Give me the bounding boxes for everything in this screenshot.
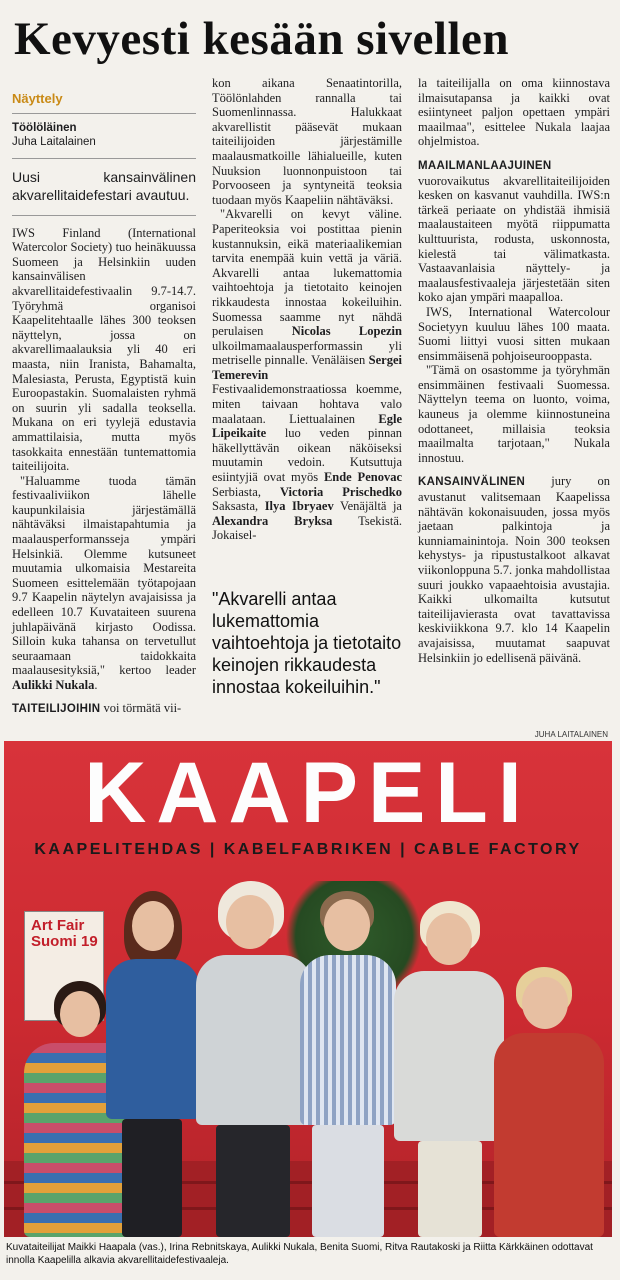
body-paragraph: TAITEILIJOIHIN voi törmätä vii- — [12, 700, 182, 715]
photo-credit: JUHA LAITALAINEN — [534, 730, 608, 739]
body-paragraph: MAAILMANLAAJUINEN vuorovaikutus akvarellitaiteilijoiden kesken on kasvanut vauhdilla. IWS:n tärkeä periaate on yhdistää ihmisiä maalaustaiteen myötä riippumatta kulttuurista, rodusta, uskonnosta, kielestä tai välimatkasta. Vastaavanlaisia näyttely- ja maalausfestivaaleja järjestetään siten koko ajan ympäri maapalloa. — [418, 159, 610, 305]
person-2 — [102, 891, 202, 1237]
column-2 — [212, 76, 402, 543]
byline-publication: Töölöläinen — [12, 121, 77, 134]
person-name: Aulikki Nukala — [12, 678, 95, 692]
person-6 — [488, 967, 608, 1237]
kaapeli-sign: KAAPELI — [84, 745, 532, 841]
person-4 — [298, 891, 398, 1237]
paragraph-lead: TAITEILIJOIHIN — [12, 702, 101, 715]
body-paragraph: kon aikana Senaatintorilla, Töölönlahden rannalla tai Suomenlinnassa. Halukkaat akvarellistit pääsevät mukaan taiteilijoiden järjestämille maalausmatkoille lähialueille, kuten Nuuksion luonnonpuistoon tai Porvooseen ja syntyneitä teoksia tuodaan myös Kaapeliin nähtäväksi. — [212, 76, 402, 207]
person-name: Ende Penovac — [323, 470, 402, 485]
body-paragraph: "Haluamme tuoda tämän festivaaliviikon lähelle kaupunkilaisia järjestämällä nähtäväksi ilmaistapahtumia ja maalausperformansseja ympäri Helsinkiä. Olemme kutsuneet muutamia ulkomaisia Mestareita Suomeen esittelemään työtapojaan 9.7 Kaapelin näytelyn avajaisissa ja edelleen 10.7 Kuvataiteen suurena juhlapäivänä kirjasto Oodissa. Silloin kuka tahansa on tervetullut seuraamaan taidokkaita maalausesityksiä," kertoo leader Aulikki Nukala. — [12, 473, 196, 692]
photo-caption: Kuvataiteilijat Maikki Haapala (vas.), Irina Rebnitskaya, Aulikki Nukala, Benita Suomi, Ritva Rautakoski ja Riitta Kärkkäinen odottavat innolla Kaapelilla alkavia akvarellitaidefestivaaleja. — [6, 1242, 593, 1266]
byline — [12, 114, 196, 159]
person-3 — [194, 881, 314, 1237]
section-tag: Näyttely — [12, 86, 196, 114]
person-name: Egle Lipeikaite — [212, 411, 402, 441]
body-paragraph: KANSAINVÄLINEN jury on avustanut valitsemaan Kaapelissa nähtävän kokonaisuuden, jossa myös jaetaan palkintoja ja kunniamainintoja. Noin 300 teoksen kehystys- ja ripustustalkoot alkavat viikonloppuna 5.7. jonka mahdollistaa suuri joukko vapaaehtoisia avustajia. Kaikki ulkomailta kutsutut taiteilijavierasta ovat tavattavissa keskiviikkona 9.7. klo 14 Kaapelin avajaisissa, muutamat saapuvat Helsinkiin jo edellisenä päivänä. — [418, 474, 610, 665]
body-paragraph: "Akvarelli on kevyt väline. Paperiteoksia voi postittaa pienin kustannuksin, eikä materiaalikemian tarvita enempää kuin vettä ja väriä. Akvarelli antaa lukemattomia vaihtoehtoja ja tietotaito keinojen rikkaudesta innostaa kokeiluihin. Suomessa saamme nyt nähdä perulaisen Nicolas Lopezin ulkoilmamaalausperformassin yli metriselle pinnalle. Venäläisen Sergei Temerevin Festivaalidemonstraatiossa koemme, miten taivaan hohtava valo maalataan. Liettualainen Egle Lipeikaite luo veden pinnan häkellyttävän oikean näköiseksi muutamin vedoin. Kutsuttuja esiintyjiä ovat myös Ende Penovac Serbiasta, Victoria Prischedko Saksasta, Ilya Ibryaev Venäjältä ja Alexandra Bryksa Tsekistä. Jokaisel- — [212, 207, 403, 543]
person-name: Victoria Prischedko — [279, 484, 402, 499]
body-paragraph: IWS, International Watercolour Societyyn kuuluu lähes 100 maata. Suomi liittyi vuosi sitten mukaan ensimmäisenä pohjoiseurooppasta. — [418, 304, 610, 363]
paragraph-lead: MAAILMANLAAJUINEN — [418, 159, 552, 172]
headline: Kevyesti kesään sivellen — [14, 13, 510, 65]
group-photo — [4, 741, 612, 1237]
body-paragraph: "Tämä on osastomme ja työryhmän ensimmäinen festivaali Suomessa. Näyttelyn teema on luonto, voima, kauneus ja olemme kiinnostuneina odottaneet, millaisia teoksia maailmalta tarjotaan," Nukala innostuu. — [418, 363, 610, 465]
pull-quote: "Akvarelli antaa lukemattomia vaihtoehtoja ja tietotaito keinojen rikkaudesta innostaa kokeiluihin." — [212, 589, 402, 697]
paragraph-lead: KANSAINVÄLINEN — [418, 476, 526, 489]
person-name: Ilya Ibryaev — [264, 499, 334, 514]
person-name: Nicolas Lopezin — [291, 324, 402, 339]
body-paragraph: la taiteilijalla on oma kiinnostava ilmaisutapansa ja kaikki ovat esiintyneet paljon opettaen ympäri maailmaa", esittelee Nukala laajaa ohjelmistoa. — [418, 76, 610, 149]
deck: Uusi kansainvälinen akvarellitaidefestari avautuu. — [12, 159, 196, 216]
column-3 — [418, 76, 610, 665]
kaapeli-subsign: KAAPELITEHDAS | KABELFABRIKEN | CABLE FACTORY — [34, 841, 582, 858]
poster-title: Art Fair Suomi 19 — [31, 917, 98, 950]
person-name: Sergei Temerevin — [212, 353, 402, 382]
body-paragraph: IWS Finland (International Watercolor Society) tuo heinäkuussa Suomeen ja Helsinkiin uuden kansainvälisen akvarellitaidefestivaalin 9.7-14.7. Työryhmä organisoi Kaapelitehtaalle lähes 300 teoksen näyttelyn, jossa on akvarellimaalauksia yli 40 eri maasta, niin Iranista, Bahamalta, Malesiasta, Perusta, Egyptistä kuin Euroopastakin. Suomalaisten ryhmä on suurin yli sadalla teoksella. Mukana on eri tyylejä edustavia ammattilaisia, mutta myös tasokkaita ennestään tuntemattomia taiteilijoita. — [12, 225, 196, 474]
byline-author: Juha Laitalainen — [12, 135, 96, 148]
column-1 — [12, 86, 196, 716]
person-name: Alexandra Bryksa — [212, 513, 333, 528]
